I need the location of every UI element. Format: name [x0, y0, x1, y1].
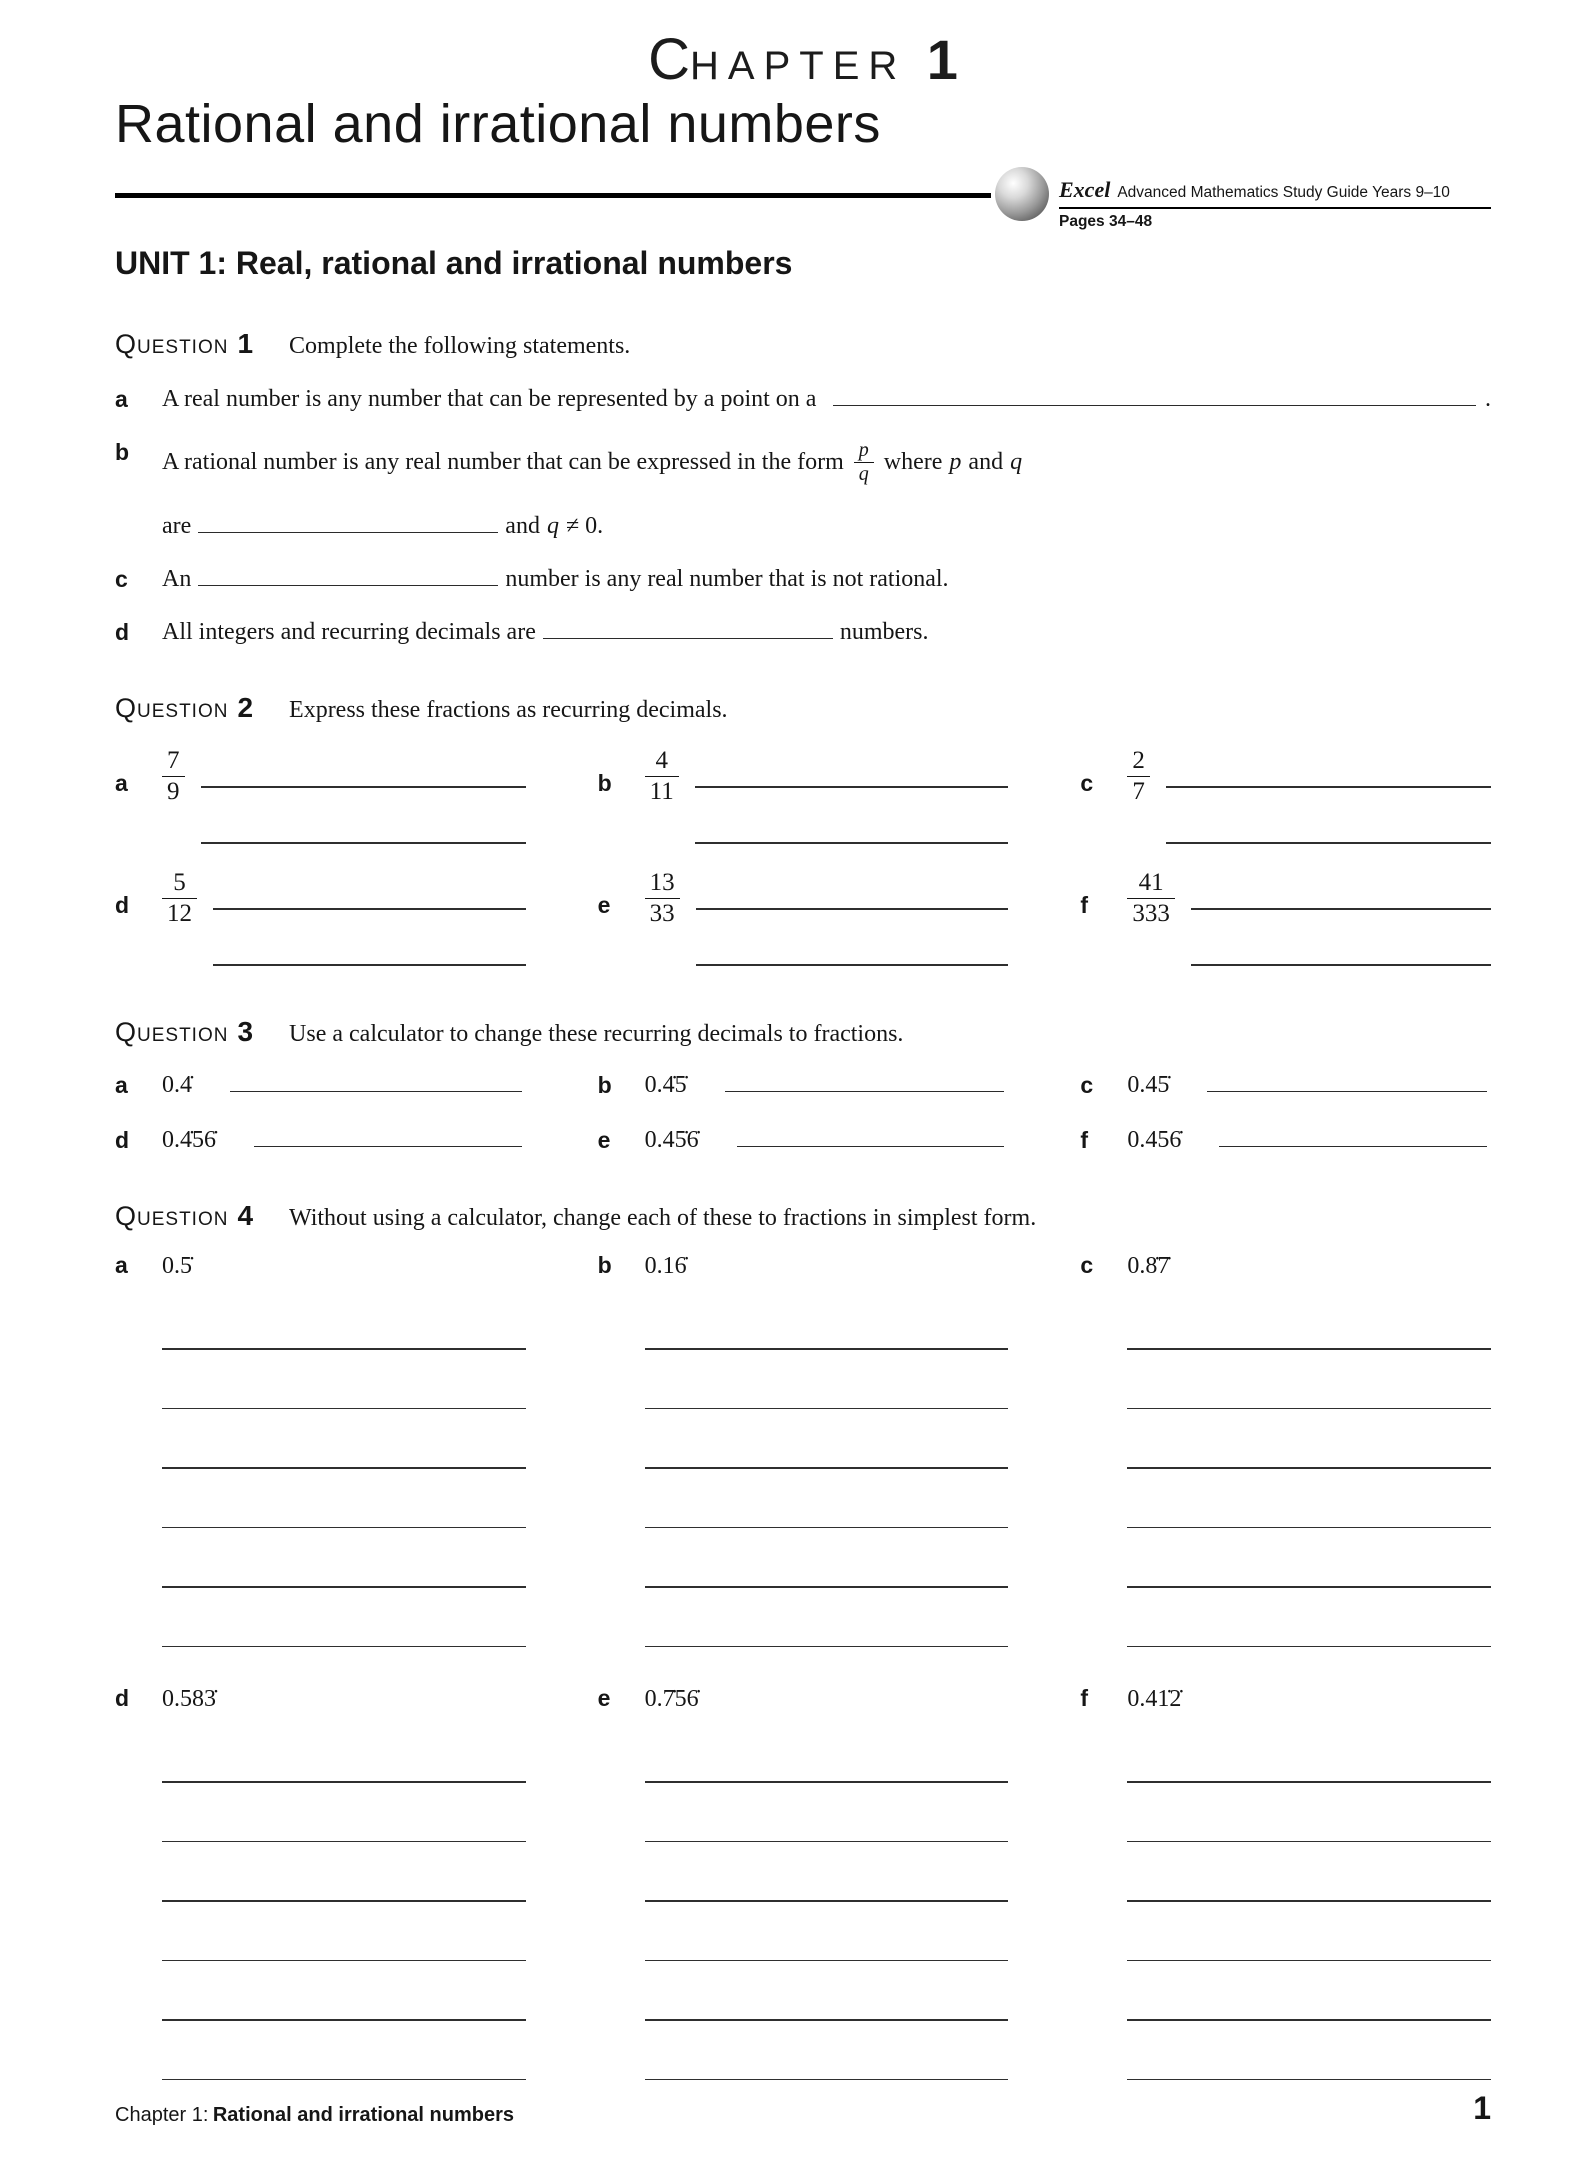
item-letter: a — [115, 1072, 128, 1098]
question-prompt: Without using a calculator, change each of these to fractions in simplest form. — [289, 1205, 1037, 1231]
statement-text: ≠ 0. — [565, 513, 604, 539]
answer-line[interactable] — [162, 2019, 526, 2021]
variable-p: p — [949, 449, 962, 475]
recurring-decimal: 0.583̇ — [162, 1686, 216, 1712]
answer-line[interactable] — [1191, 964, 1491, 966]
fraction — [162, 740, 185, 848]
answer-line[interactable] — [162, 2079, 526, 2081]
badge-brand: Excel — [1059, 177, 1111, 202]
answer-line[interactable] — [645, 1781, 1009, 1783]
recurring-decimal: 0.456̇ — [1127, 1127, 1182, 1153]
q3-item-f — [1080, 1127, 1491, 1154]
title-rule — [115, 193, 991, 198]
answer-blank[interactable] — [833, 405, 1476, 407]
fraction-numerator: 2 — [1132, 747, 1145, 774]
q3-item-b — [598, 1072, 1009, 1099]
answer-blank[interactable] — [198, 532, 498, 534]
answer-blank[interactable] — [725, 1091, 1005, 1093]
answer-blank[interactable] — [543, 638, 833, 640]
variable-q: q — [1010, 449, 1023, 475]
q2-item-b — [598, 740, 1009, 848]
answer-line[interactable] — [162, 1781, 526, 1783]
q1-item-b — [115, 439, 1491, 540]
statement-text: number is any real number that is not rational. — [505, 566, 949, 592]
q1-item-d — [115, 619, 1491, 646]
question-prompt: Complete the following statements. — [289, 333, 631, 359]
q3-item-e — [598, 1127, 1009, 1154]
footer-chapter-title: Rational and irrational numbers — [212, 2104, 515, 2126]
question-label: Question — [115, 693, 229, 723]
workspace-column-d — [115, 1723, 526, 2080]
fraction-denominator: 7 — [1127, 776, 1150, 807]
statement-text: numbers. — [839, 619, 929, 645]
question-number: 4 — [237, 1200, 254, 1231]
recurring-decimal: 0.4̇56̇ — [162, 1127, 216, 1153]
answer-line[interactable] — [645, 2019, 1009, 2021]
answer-line[interactable] — [1127, 1960, 1491, 1962]
q3-item-a — [115, 1072, 526, 1099]
item-letter: c — [1080, 1072, 1094, 1098]
fraction-denominator: 9 — [162, 776, 185, 807]
answer-line[interactable] — [645, 1900, 1009, 1902]
fraction — [645, 740, 679, 848]
question-2-heading — [115, 692, 1491, 724]
statement-line-1 — [162, 439, 1491, 486]
statement-text: A rational number is any real number that can be expressed in the form — [162, 449, 844, 475]
statement — [162, 439, 1491, 540]
answer-area — [213, 862, 526, 970]
q2-item-d — [115, 862, 526, 970]
fraction — [1127, 740, 1150, 848]
answer-line[interactable] — [162, 1646, 526, 1648]
fraction-numerator: 4 — [655, 747, 668, 774]
answer-line[interactable] — [645, 1646, 1009, 1648]
answer-line[interactable] — [1127, 1467, 1491, 1469]
fraction-numerator: 13 — [649, 869, 675, 896]
fraction-numerator: p — [858, 439, 869, 461]
chapter-number: 1 — [926, 28, 958, 91]
question-1 — [115, 328, 1491, 646]
chapter-heading — [115, 26, 1491, 93]
answer-line[interactable] — [1127, 2019, 1491, 2021]
item-letter: f — [1080, 892, 1088, 918]
q4-workspace-def — [115, 1723, 1491, 2080]
answer-line[interactable] — [162, 1900, 526, 1902]
statement-line-2 — [162, 513, 1491, 540]
answer-line[interactable] — [1127, 1646, 1491, 1648]
item-letter: a — [115, 386, 128, 412]
question-1-heading — [115, 328, 1491, 360]
answer-blank[interactable] — [254, 1146, 522, 1148]
answer-line[interactable] — [162, 1348, 526, 1350]
badge-text — [1059, 161, 1491, 231]
statement-period: . — [1485, 386, 1491, 412]
chapter-word-initial: C — [648, 27, 691, 92]
answer-line[interactable] — [645, 2079, 1009, 2081]
question-4 — [115, 1200, 1491, 2080]
answer-blank[interactable] — [1219, 1146, 1487, 1148]
statement — [162, 386, 1491, 413]
statement-text: are — [162, 513, 192, 539]
q4-item-f — [1080, 1685, 1491, 1713]
q4-item-b — [598, 1252, 1009, 1280]
answer-area — [695, 740, 1009, 848]
page-number: 1 — [1473, 2090, 1491, 2126]
item-letter: d — [115, 1685, 130, 1711]
recurring-decimal: 0.45̇6̇ — [644, 1127, 699, 1153]
q2-item-e — [598, 862, 1009, 970]
answer-line[interactable] — [213, 908, 526, 910]
answer-line[interactable] — [1127, 1781, 1491, 1783]
answer-line[interactable] — [162, 1467, 526, 1469]
answer-line[interactable] — [1127, 1586, 1491, 1588]
answer-area — [1166, 740, 1491, 848]
item-letter: b — [597, 1252, 612, 1278]
fraction — [645, 862, 680, 970]
question-label: Question — [115, 329, 229, 359]
answer-line[interactable] — [162, 1586, 526, 1588]
recurring-decimal: 0.16̇ — [644, 1253, 687, 1279]
q3-item-d — [115, 1127, 526, 1154]
statement-text: A real number is any number that can be represented by a point on a — [162, 386, 817, 412]
fraction-denominator: q — [854, 462, 874, 486]
recurring-decimal: 0.45̇ — [1127, 1072, 1170, 1098]
variable-q: q — [546, 513, 559, 539]
question-number: 2 — [237, 692, 254, 723]
answer-line[interactable] — [1166, 786, 1491, 788]
answer-line[interactable] — [1127, 2079, 1491, 2081]
workspace-column-b — [598, 1290, 1009, 1647]
answer-line[interactable] — [695, 842, 1009, 844]
answer-line[interactable] — [695, 786, 1009, 788]
q2-item-a — [115, 740, 526, 848]
q4-item-a — [115, 1252, 526, 1280]
statement-text: All integers and recurring decimals are — [162, 619, 536, 645]
question-2 — [115, 692, 1491, 970]
answer-line[interactable] — [1127, 1408, 1491, 1410]
answer-line[interactable] — [201, 786, 526, 788]
fraction — [1127, 862, 1175, 970]
fraction-numerator: 41 — [1138, 869, 1164, 896]
statement-text: where — [883, 449, 943, 475]
decimals-grid — [115, 1072, 1491, 1154]
recurring-decimal: 0.4̇5̇ — [644, 1072, 687, 1098]
answer-line[interactable] — [1166, 842, 1491, 844]
workspace-column-e — [598, 1723, 1009, 2080]
item-letter: b — [597, 1072, 612, 1098]
answer-blank[interactable] — [1207, 1091, 1487, 1093]
title-rule-row — [115, 161, 1491, 231]
unit-title: UNIT 1: Real, rational and irrational numbers — [115, 245, 793, 281]
q4-values-abc — [115, 1252, 1491, 1280]
fraction-p-over-q — [854, 439, 874, 486]
item-letter: e — [597, 1127, 611, 1153]
sphere-icon — [995, 167, 1049, 221]
answer-line[interactable] — [645, 1960, 1009, 1962]
q2-item-c — [1080, 740, 1491, 848]
item-letter: c — [1080, 1252, 1094, 1278]
footer-chapter — [115, 2104, 514, 2127]
workspace-column-c — [1080, 1290, 1491, 1647]
item-letter: c — [1080, 770, 1094, 796]
item-letter: f — [1080, 1127, 1088, 1153]
workspace-column-a — [115, 1290, 526, 1647]
statement — [162, 566, 1491, 593]
recurring-decimal: 0.4̇ — [162, 1072, 192, 1098]
page-title: Rational and irrational numbers — [115, 94, 881, 154]
item-letter: a — [115, 770, 128, 796]
answer-line[interactable] — [645, 1586, 1009, 1588]
fraction-denominator: 333 — [1127, 898, 1175, 929]
answer-line[interactable] — [645, 1408, 1009, 1410]
item-letter: e — [597, 892, 611, 918]
answer-line[interactable] — [162, 1527, 526, 1529]
statement — [162, 619, 1491, 646]
question-number: 1 — [237, 328, 254, 359]
answer-line[interactable] — [645, 1348, 1009, 1350]
answer-line[interactable] — [1127, 1527, 1491, 1529]
question-3 — [115, 1016, 1491, 1154]
statement-text: and — [505, 513, 540, 539]
question-3-heading — [115, 1016, 1491, 1048]
item-letter: e — [597, 1685, 611, 1711]
q2-item-f — [1080, 862, 1491, 970]
answer-line[interactable] — [696, 964, 1009, 966]
recurring-decimal: 0.41̇2̇ — [1127, 1686, 1182, 1712]
fraction-denominator: 11 — [645, 776, 679, 807]
answer-line[interactable] — [1127, 1900, 1491, 1902]
statement-text: and — [968, 449, 1004, 475]
question-label: Question — [115, 1017, 229, 1047]
answer-line[interactable] — [201, 842, 526, 844]
answer-line[interactable] — [1191, 908, 1491, 910]
question-label: Question — [115, 1201, 229, 1231]
fraction-numerator: 7 — [167, 747, 180, 774]
item-letter: b — [115, 439, 130, 465]
answer-line[interactable] — [162, 1960, 526, 1962]
statement-text: An — [162, 566, 192, 592]
answer-line[interactable] — [645, 1467, 1009, 1469]
workspace-column-f — [1080, 1723, 1491, 2080]
answer-area — [201, 740, 526, 848]
answer-line[interactable] — [1127, 1841, 1491, 1843]
chapter-word-rest: HAPTER — [690, 44, 907, 88]
question-4-heading — [115, 1200, 1491, 1232]
answer-line[interactable] — [162, 1841, 526, 1843]
q1-item-c — [115, 566, 1491, 593]
q4-item-c — [1080, 1252, 1491, 1280]
item-letter: d — [115, 1127, 130, 1153]
q4-values-def — [115, 1685, 1491, 1713]
answer-blank[interactable] — [198, 585, 498, 587]
answer-area — [696, 862, 1009, 970]
item-letter: b — [597, 770, 612, 796]
badge-series: Advanced Mathematics Study Guide Years 9–10 — [1117, 184, 1450, 201]
q4-item-d — [115, 1685, 526, 1713]
answer-area — [1191, 862, 1491, 970]
answer-line[interactable] — [213, 964, 526, 966]
q4-item-e — [598, 1685, 1009, 1713]
fraction — [162, 862, 197, 970]
item-letter: f — [1080, 1685, 1088, 1711]
answer-blank[interactable] — [230, 1091, 522, 1093]
page-footer — [115, 2090, 1491, 2127]
badge-pages: Pages 34–48 — [1059, 213, 1153, 230]
item-letter: d — [115, 619, 130, 645]
q1-item-a — [115, 386, 1491, 413]
question-number: 3 — [237, 1016, 254, 1047]
recurring-decimal: 0.7̇56̇ — [644, 1686, 699, 1712]
item-letter: d — [115, 892, 130, 918]
fraction-numerator: 5 — [173, 869, 186, 896]
footer-chapter-label: Chapter 1: — [115, 2104, 209, 2126]
recurring-decimal: 0.5̇ — [162, 1253, 192, 1279]
answer-line[interactable] — [162, 1408, 526, 1410]
q4-workspace-abc — [115, 1290, 1491, 1647]
recurring-decimal: 0.8̇7̇ — [1127, 1253, 1170, 1279]
fraction-denominator: 33 — [645, 898, 680, 929]
answer-line[interactable] — [696, 908, 1009, 910]
answer-line[interactable] — [645, 1841, 1009, 1843]
fractions-grid — [115, 740, 1491, 970]
fraction-denominator: 12 — [162, 898, 197, 929]
excel-badge — [991, 161, 1491, 231]
answer-line[interactable] — [1127, 1348, 1491, 1350]
question-prompt: Express these fractions as recurring decimals. — [289, 697, 728, 723]
item-letter: a — [115, 1252, 128, 1278]
answer-blank[interactable] — [737, 1146, 1005, 1148]
question-prompt: Use a calculator to change these recurring decimals to fractions. — [289, 1021, 904, 1047]
item-letter: c — [115, 566, 128, 592]
badge-series-row — [1059, 177, 1491, 209]
answer-line[interactable] — [645, 1527, 1009, 1529]
q3-item-c — [1080, 1072, 1491, 1099]
